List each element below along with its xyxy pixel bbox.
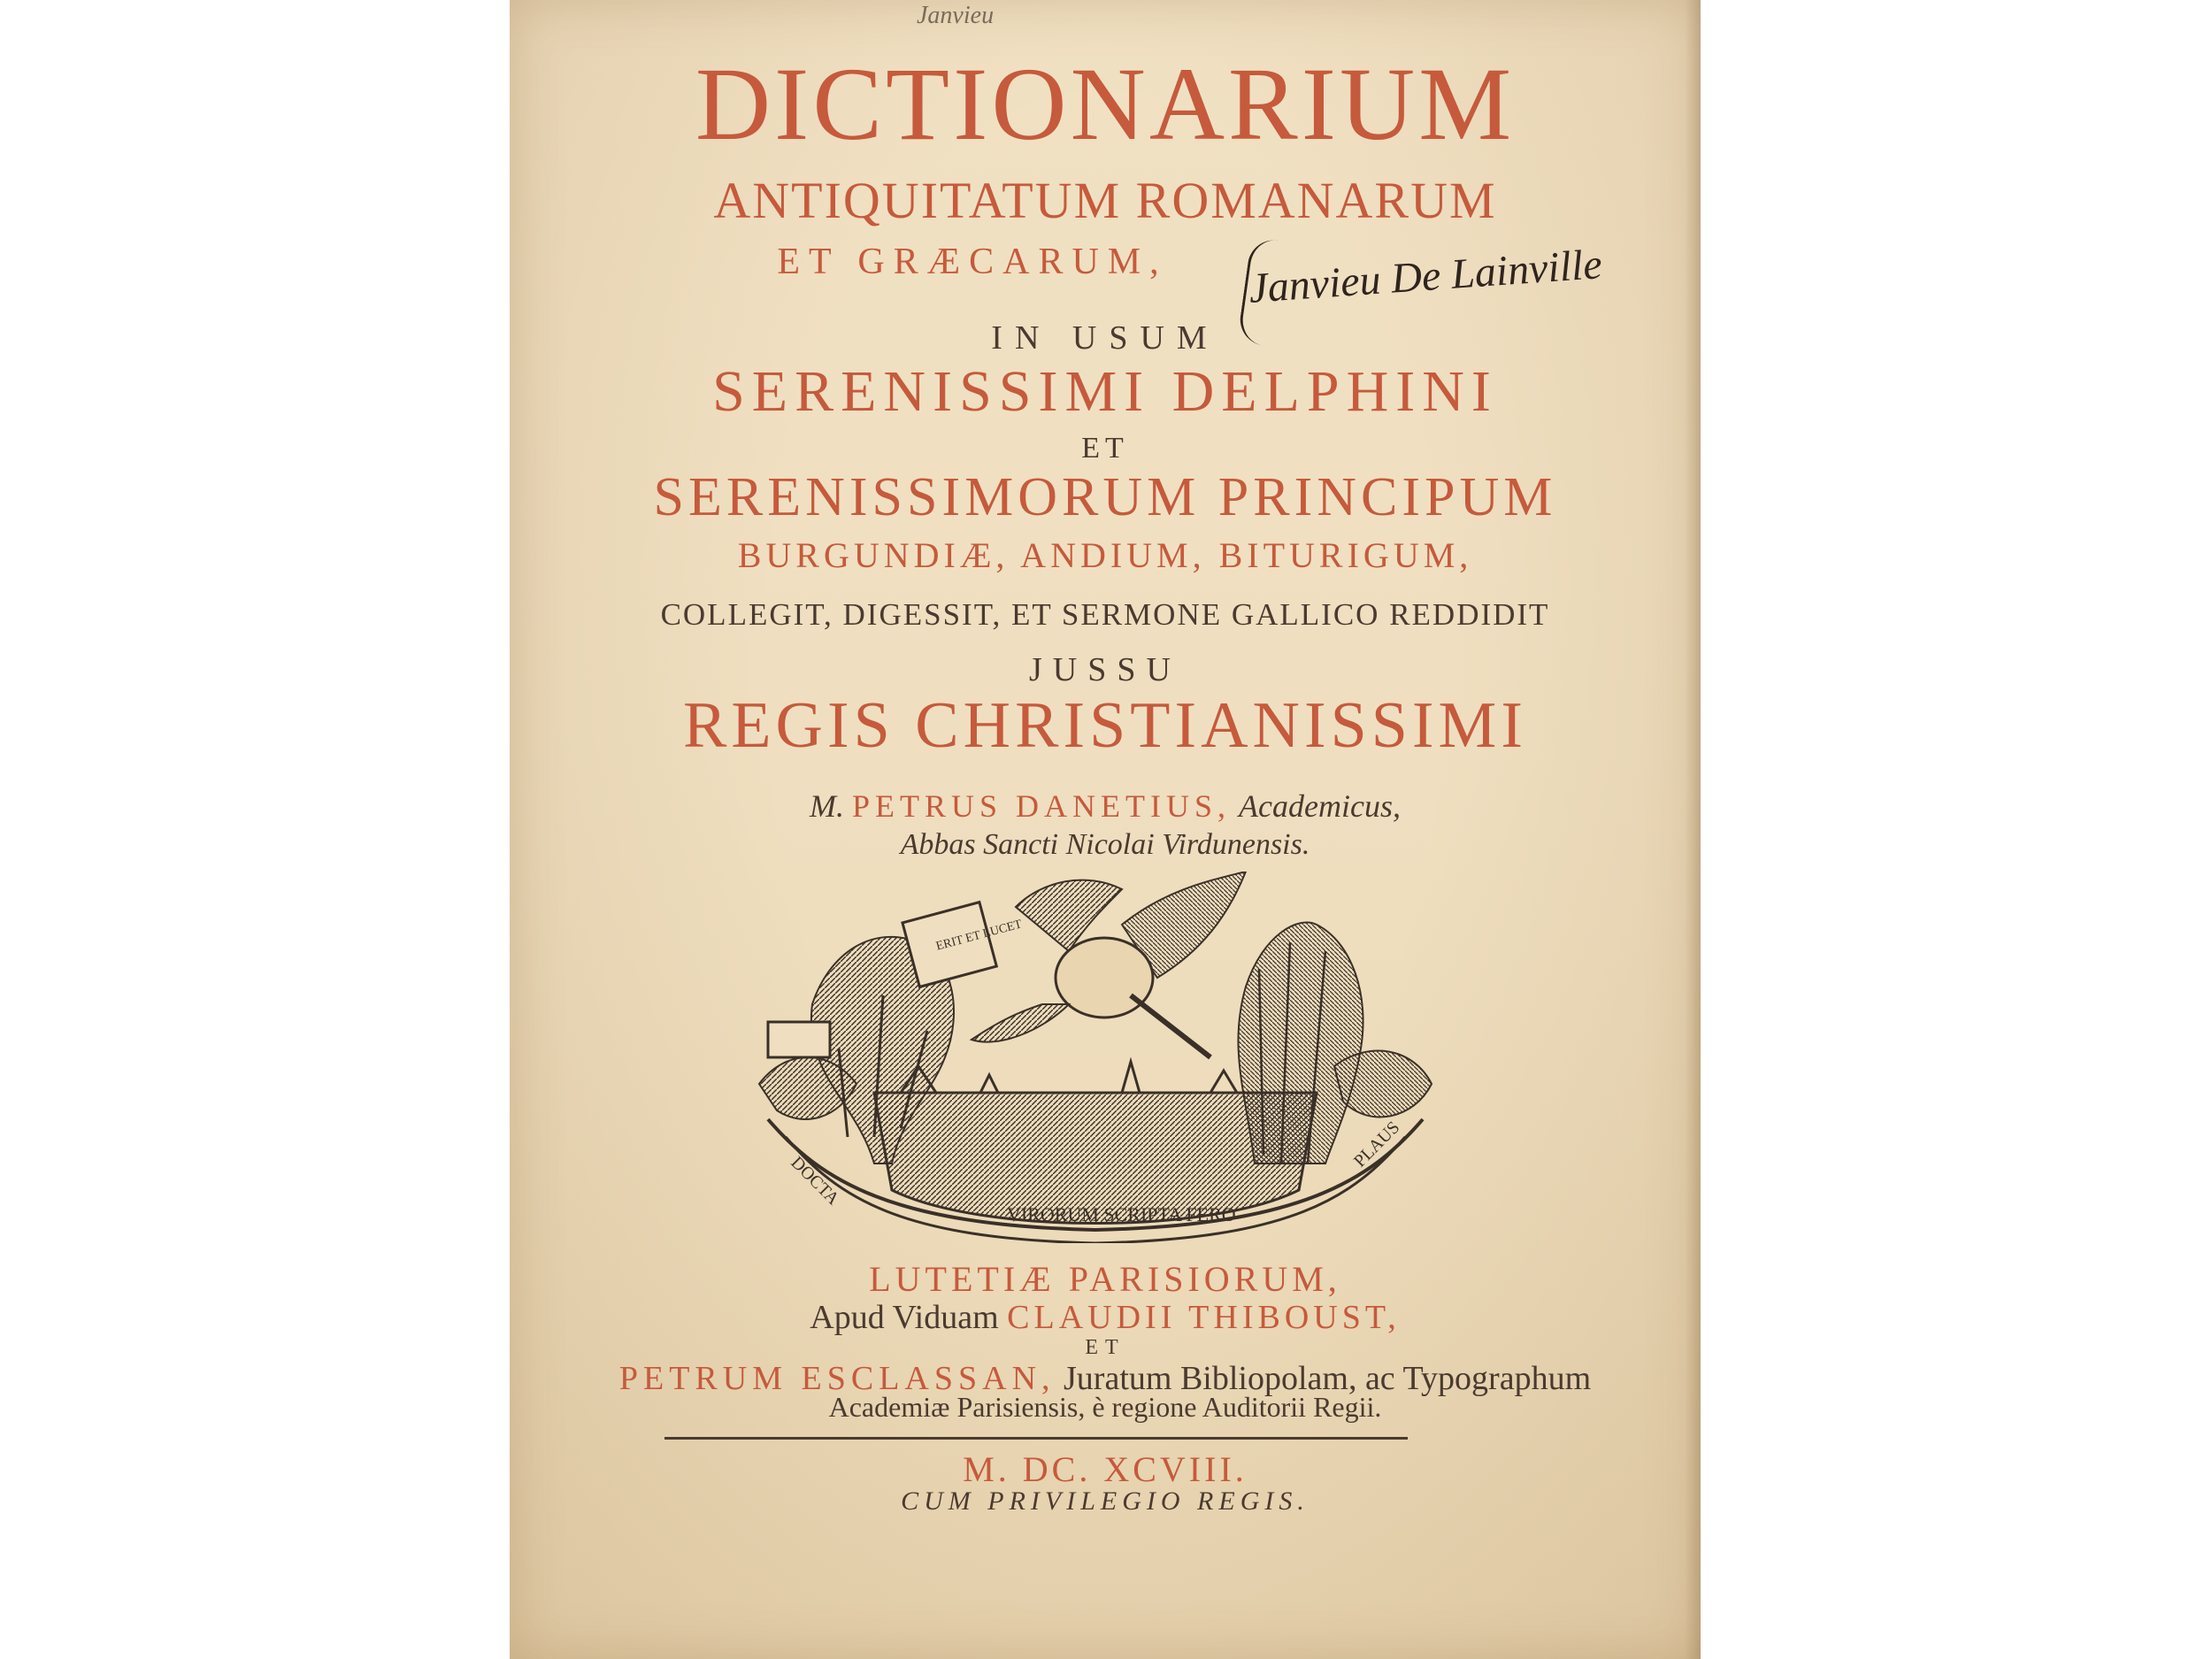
imprint-petrum-rest: Juratum Bibliopolam, ac Typographum [1064, 1360, 1592, 1397]
corner-handwritten-note: Janvieu [917, 2, 995, 29]
ribbon-text-right: PLAUS [1349, 1118, 1404, 1171]
angel-engraving [902, 872, 1246, 1057]
in-usum-line: IN USUM [991, 319, 1219, 357]
et-line: ET [1081, 432, 1129, 465]
author-prefix: M. [810, 788, 845, 824]
publication-date: M. DC. XCVIII. [963, 1449, 1248, 1489]
imprint-apud-line [510, 1298, 1701, 1337]
imprint-apud-prefix: Apud Viduam [810, 1299, 999, 1336]
collegit-line: COLLEGIT, DIGESSIT, ET SERMONE GALLICO REDDIDIT [660, 597, 1550, 632]
author-line-2: Abbas Sancti Nicolai Virdunensis. [900, 828, 1310, 861]
imprint-petrum-name: PETRUM ESCLASSAN, [618, 1360, 1056, 1397]
book-inscription: ERIT ET LUCET [934, 918, 1024, 954]
imprint-academiae: Academiæ Parisiensis, è regione Auditorii Regii. [828, 1391, 1382, 1423]
ribbon-text-left: DOCTA [787, 1152, 843, 1210]
serenissimorum-line: SERENISSIMORUM PRINCIPUM [653, 467, 1557, 527]
privilege-line: CUM PRIVILEGIO REGIS. [901, 1486, 1310, 1516]
regis-line: REGIS CHRISTIANISSIMI [682, 689, 1527, 762]
imprint-et: ET [1085, 1336, 1125, 1359]
subtitle-antiquitatum: ANTIQUITATUM ROMANARUM [713, 172, 1497, 229]
printers-vignette [750, 872, 1440, 1243]
imprint-apud-name: CLAUDII THIBOUST, [1007, 1299, 1401, 1336]
handwritten-signature: Janvieu De Lainville [1247, 241, 1604, 312]
burgundiae-line: BURGUNDIÆ, ANDIUM, BITURIGUM, [737, 535, 1473, 575]
subtitle-graecarum: ET GRÆCARUM, [777, 242, 1168, 282]
title-page [510, 0, 1701, 1659]
arms-trophy-engraving [1334, 1051, 1432, 1118]
horizontal-rule [664, 1437, 1408, 1440]
author-line [510, 787, 1701, 825]
ribbon-text-middle: VIRORUM SCRIPTA FERO [1007, 1203, 1236, 1225]
imprint-place: LUTETIÆ PARISIORUM, [869, 1259, 1341, 1299]
author-role: Academicus, [1239, 788, 1401, 824]
main-title: DICTIONARIUM [695, 46, 1516, 162]
author-name: PETRUS DANETIUS, [852, 788, 1232, 824]
serenissimi-line: SERENISSIMI DELPHINI [712, 359, 1498, 424]
jussu-line: JUSSU [1029, 651, 1181, 688]
